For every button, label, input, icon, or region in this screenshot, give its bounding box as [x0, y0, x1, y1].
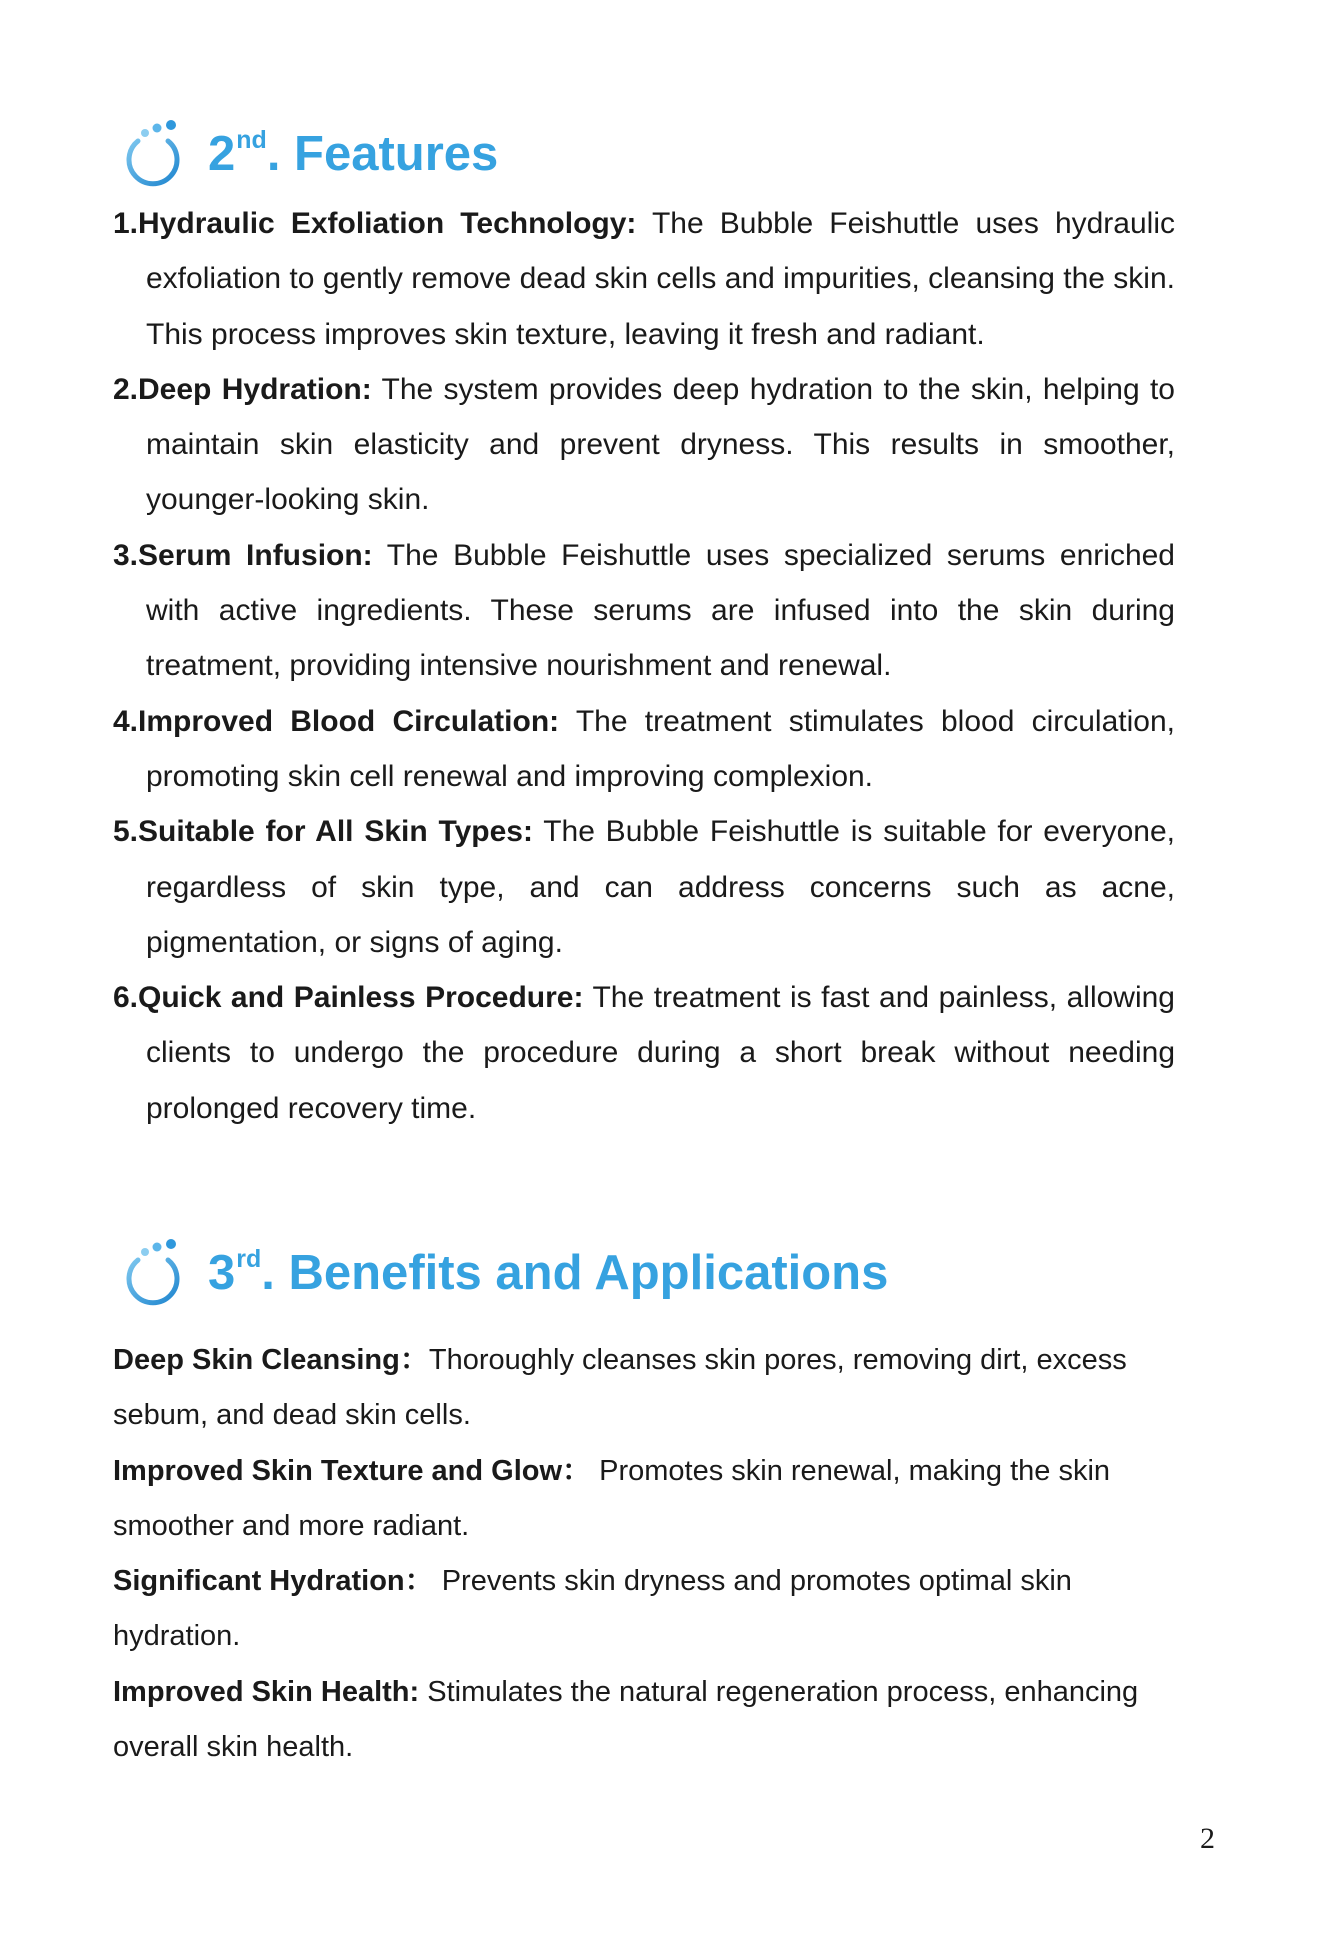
list-item [113, 804, 1175, 970]
list-item [113, 362, 1175, 528]
list-item [113, 196, 1175, 362]
feature-text: The treatment is fast and painless, allowing clients to undergo the procedure during a short break without needing prolonged recovery time. [146, 981, 1175, 1125]
feature-title: 4.Improved Blood Circulation: [113, 704, 560, 738]
section-title: 3rd. Benefits and Applications [208, 1244, 889, 1300]
benefit-title: Improved Skin Texture and Glow： [113, 1454, 592, 1487]
feature-text: The Bubble Feishuttle is suitable for everyone, regardless of skin type, and can address concerns such as acne, pigmentation, or signs of aging. [146, 815, 1175, 959]
benefit-title: Deep Skin Cleansing： [113, 1344, 429, 1376]
feature-text: The Bubble Feishuttle uses hydraulic exfoliation to gently remove dead skin cells and impurities, cleansing the skin. This process improves skin texture, leaving it fresh and radiant. [146, 207, 1175, 351]
benefit-text: Promotes skin renewal, making the skin smoother and more radiant. [113, 1454, 1111, 1542]
water-droplet-icon [118, 113, 196, 193]
benefit-text: Thoroughly cleanses skin pores, removing dirt, excess sebum, and dead skin cells. [113, 1344, 1127, 1432]
benefit-text: Stimulates the natural regeneration process, enhancing overall skin health. [113, 1675, 1139, 1764]
water-droplet-icon [118, 1232, 196, 1312]
features-heading [118, 113, 498, 193]
list-item [113, 970, 1175, 1136]
list-item [113, 1333, 1175, 1444]
list-item [113, 1444, 1175, 1555]
benefit-title: Improved Skin Health: [113, 1675, 420, 1708]
features-list [113, 196, 1175, 1136]
feature-text: The system provides deep hydration to the skin, helping to maintain skin elasticity and prevent dryness. This results in smoother, younger-looking skin. [146, 372, 1175, 517]
feature-title: 6.Quick and Painless Procedure: [113, 981, 584, 1015]
benefit-title: Significant Hydration： [113, 1565, 434, 1598]
benefit-text: Prevents skin dryness and promotes optimal skin hydration. [113, 1565, 1072, 1653]
page-number: 2 [1200, 1822, 1215, 1855]
feature-title: 5.Suitable for All Skin Types: [113, 815, 533, 849]
feature-title: 2.Deep Hydration: [113, 372, 372, 406]
list-item [113, 1665, 1175, 1776]
list-item [113, 528, 1175, 694]
feature-title: 3.Serum Infusion: [113, 538, 373, 572]
feature-title: 1.Hydraulic Exfoliation Technology: [113, 207, 637, 240]
list-item [113, 694, 1175, 805]
benefits-list [113, 1333, 1175, 1775]
feature-text: The Bubble Feishuttle uses specialized serums enriched with active ingredients. These serums are infused into the skin during treatment, providing intensive nourishment and renewal. [146, 538, 1175, 683]
benefits-heading [118, 1232, 888, 1312]
feature-text: The treatment stimulates blood circulation, promoting skin cell renewal and improving complexion. [146, 704, 1175, 793]
list-item [113, 1554, 1175, 1665]
section-title: 2nd. Features [208, 125, 499, 181]
